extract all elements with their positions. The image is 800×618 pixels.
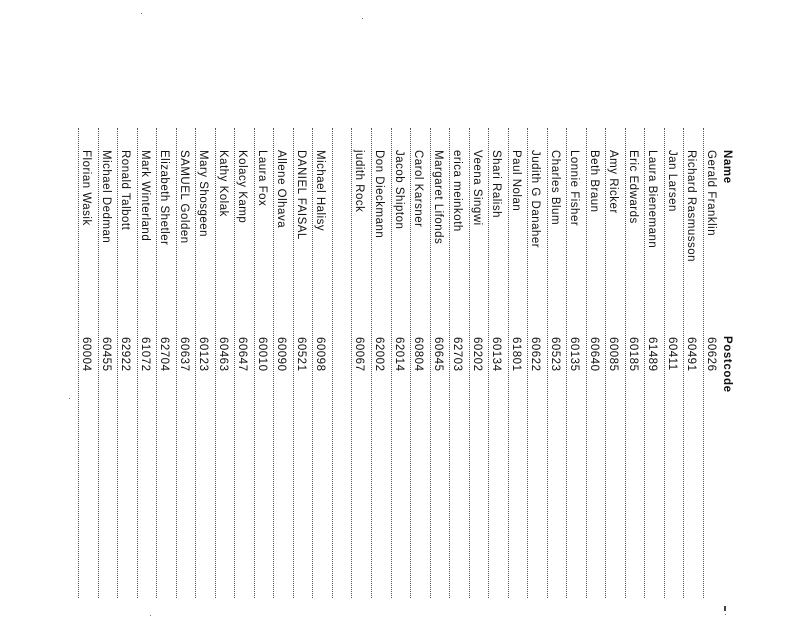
name-cell: Beth Braun bbox=[588, 150, 600, 213]
postcode-cell: 60010 bbox=[256, 337, 268, 372]
postcode-cell: 60640 bbox=[588, 337, 600, 372]
scan-speck bbox=[724, 606, 726, 611]
postcode-cell: 60098 bbox=[314, 337, 326, 372]
name-cell: Gerald Franklin bbox=[705, 150, 717, 237]
postcode-cell: 60123 bbox=[197, 337, 209, 372]
scan-speck bbox=[69, 398, 70, 399]
name-cell: Allene Olhava bbox=[275, 150, 287, 229]
name-cell: Ronald Talbott bbox=[119, 150, 131, 231]
scan-speck bbox=[141, 13, 142, 14]
name-cell: Paul Nolan bbox=[510, 150, 522, 212]
dotted-leader bbox=[332, 128, 333, 598]
name-cell: SAMUEL Golden bbox=[178, 150, 190, 244]
name-cell: Don Dieckmann bbox=[373, 150, 385, 239]
name-column-header: Name bbox=[721, 150, 733, 184]
name-cell: Elizabeth Shetler bbox=[158, 150, 170, 246]
postcode-cell: 60411 bbox=[666, 337, 678, 371]
postcode-cell: 60491 bbox=[685, 337, 697, 372]
name-cell: Eric Edwards bbox=[627, 150, 639, 224]
postcode-cell: 60622 bbox=[529, 337, 541, 372]
name-cell: Jacob Shipton bbox=[393, 150, 405, 230]
postcode-cell: 62703 bbox=[451, 337, 463, 372]
postcode-cell: 62704 bbox=[158, 337, 170, 372]
name-cell: Margaret Lifonds bbox=[432, 150, 444, 245]
scan-speck bbox=[725, 614, 726, 615]
scan-speck bbox=[150, 615, 151, 616]
postcode-cell: 60463 bbox=[217, 337, 229, 372]
postcode-cell: 62922 bbox=[119, 337, 131, 372]
postcode-column-header: Postcode bbox=[721, 336, 733, 393]
name-cell: Michael Dedman bbox=[100, 150, 112, 244]
name-cell: judith Rock bbox=[353, 150, 365, 213]
scan-speck bbox=[362, 18, 363, 19]
name-cell: Kathy Kolak bbox=[217, 150, 229, 217]
postcode-cell: 61489 bbox=[646, 337, 658, 372]
postcode-cell: 60090 bbox=[275, 337, 287, 372]
name-cell: Jan Larsen bbox=[666, 150, 678, 212]
name-cell: Richard Rasmusson bbox=[685, 150, 697, 263]
name-cell: Carol Karsner bbox=[412, 150, 424, 228]
postcode-cell: 60521 bbox=[295, 337, 307, 372]
postcode-cell: 60626 bbox=[705, 337, 717, 372]
name-cell: Amy Ricker bbox=[607, 150, 619, 214]
name-cell: Mary Shosgeen bbox=[197, 150, 209, 238]
postcode-cell: 62014 bbox=[393, 337, 405, 372]
name-cell: Lonnie Fisher bbox=[568, 150, 580, 227]
postcode-cell: 60185 bbox=[627, 337, 639, 372]
name-cell: Laura Fox bbox=[256, 150, 268, 207]
name-cell: Charles Blum bbox=[549, 150, 561, 226]
postcode-cell: 62002 bbox=[373, 337, 385, 372]
postcode-cell: 60134 bbox=[490, 337, 502, 372]
postcode-cell: 60455 bbox=[100, 337, 112, 372]
postcode-cell: 60067 bbox=[353, 337, 365, 372]
postcode-cell: 60804 bbox=[412, 337, 424, 372]
name-cell: Judith G Danaher bbox=[529, 150, 541, 249]
name-cell: Kolacy Kamp bbox=[236, 150, 248, 224]
name-cell: Laura Bienemann bbox=[646, 150, 658, 249]
name-cell: Shari Ralish bbox=[490, 150, 502, 218]
name-cell: Florian Wasik bbox=[80, 150, 92, 226]
postcode-cell: 60647 bbox=[236, 337, 248, 372]
name-cell: Mark Winterland bbox=[139, 150, 151, 242]
postcode-cell: 60135 bbox=[568, 337, 580, 372]
postcode-cell: 60085 bbox=[607, 337, 619, 372]
postcode-cell: 60202 bbox=[471, 337, 483, 372]
postcode-cell: 61801 bbox=[510, 337, 522, 372]
name-cell: DANIEL FAISAL bbox=[295, 150, 307, 240]
name-cell: Veena Singwi bbox=[471, 150, 483, 226]
postcode-cell: 61072 bbox=[139, 337, 151, 372]
postcode-cell: 60004 bbox=[80, 337, 92, 372]
postcode-cell: 60637 bbox=[178, 337, 190, 372]
name-cell: Michael Halisy bbox=[314, 150, 326, 232]
postcode-cell: 60523 bbox=[549, 337, 561, 372]
name-cell: erica meinkoth bbox=[451, 150, 463, 232]
postcode-cell: 60645 bbox=[432, 337, 444, 372]
